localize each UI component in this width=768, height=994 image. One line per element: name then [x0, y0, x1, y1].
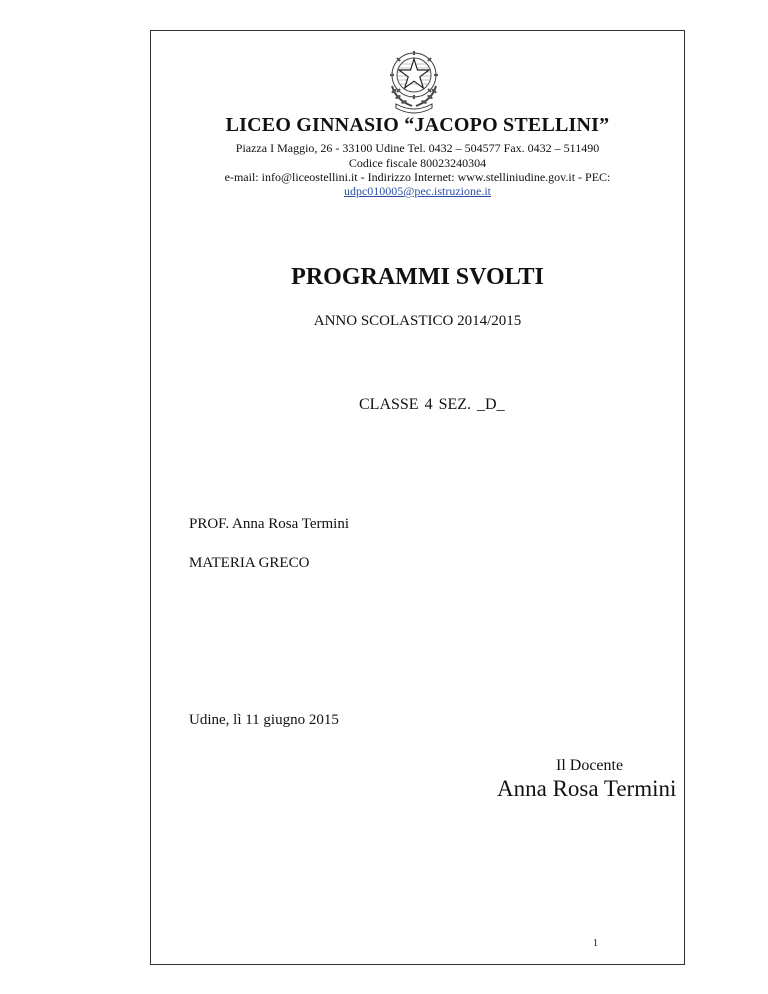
- subject: MATERIA GRECO: [189, 555, 310, 571]
- italian-republic-emblem-icon: [382, 46, 446, 114]
- signature-name: Anna Rosa Termini: [497, 776, 677, 801]
- school-year: ANNO SCOLASTICO 2014/2015: [313, 313, 522, 329]
- place-date: Udine, lì 11 giugno 2015: [189, 712, 339, 728]
- school-address: Piazza I Maggio, 26 - 33100 Udine Tel. 0432 – 504577 Fax. 0432 – 511490: [235, 141, 600, 155]
- contact-line: e-mail: info@liceostellini.it - Indirizzo Internet: www.stelliniudine.gov.it - PEC:: [224, 170, 611, 184]
- pec-email-link[interactable]: udpc010005@pec.istruzione.it: [343, 184, 492, 198]
- fiscal-code: Codice fiscale 80023240304: [348, 156, 487, 170]
- page-number: 1: [593, 938, 598, 949]
- signature-role: Il Docente: [556, 757, 624, 774]
- school-name: LICEO GINNASIO “JACOPO STELLINI”: [225, 114, 610, 136]
- pec-line: [150, 184, 685, 198]
- professor-name: PROF. Anna Rosa Termini: [189, 516, 349, 532]
- document-title: PROGRAMMI SVOLTI: [291, 264, 544, 290]
- class-section: CLASSE 4 SEZ. _D_: [359, 396, 505, 413]
